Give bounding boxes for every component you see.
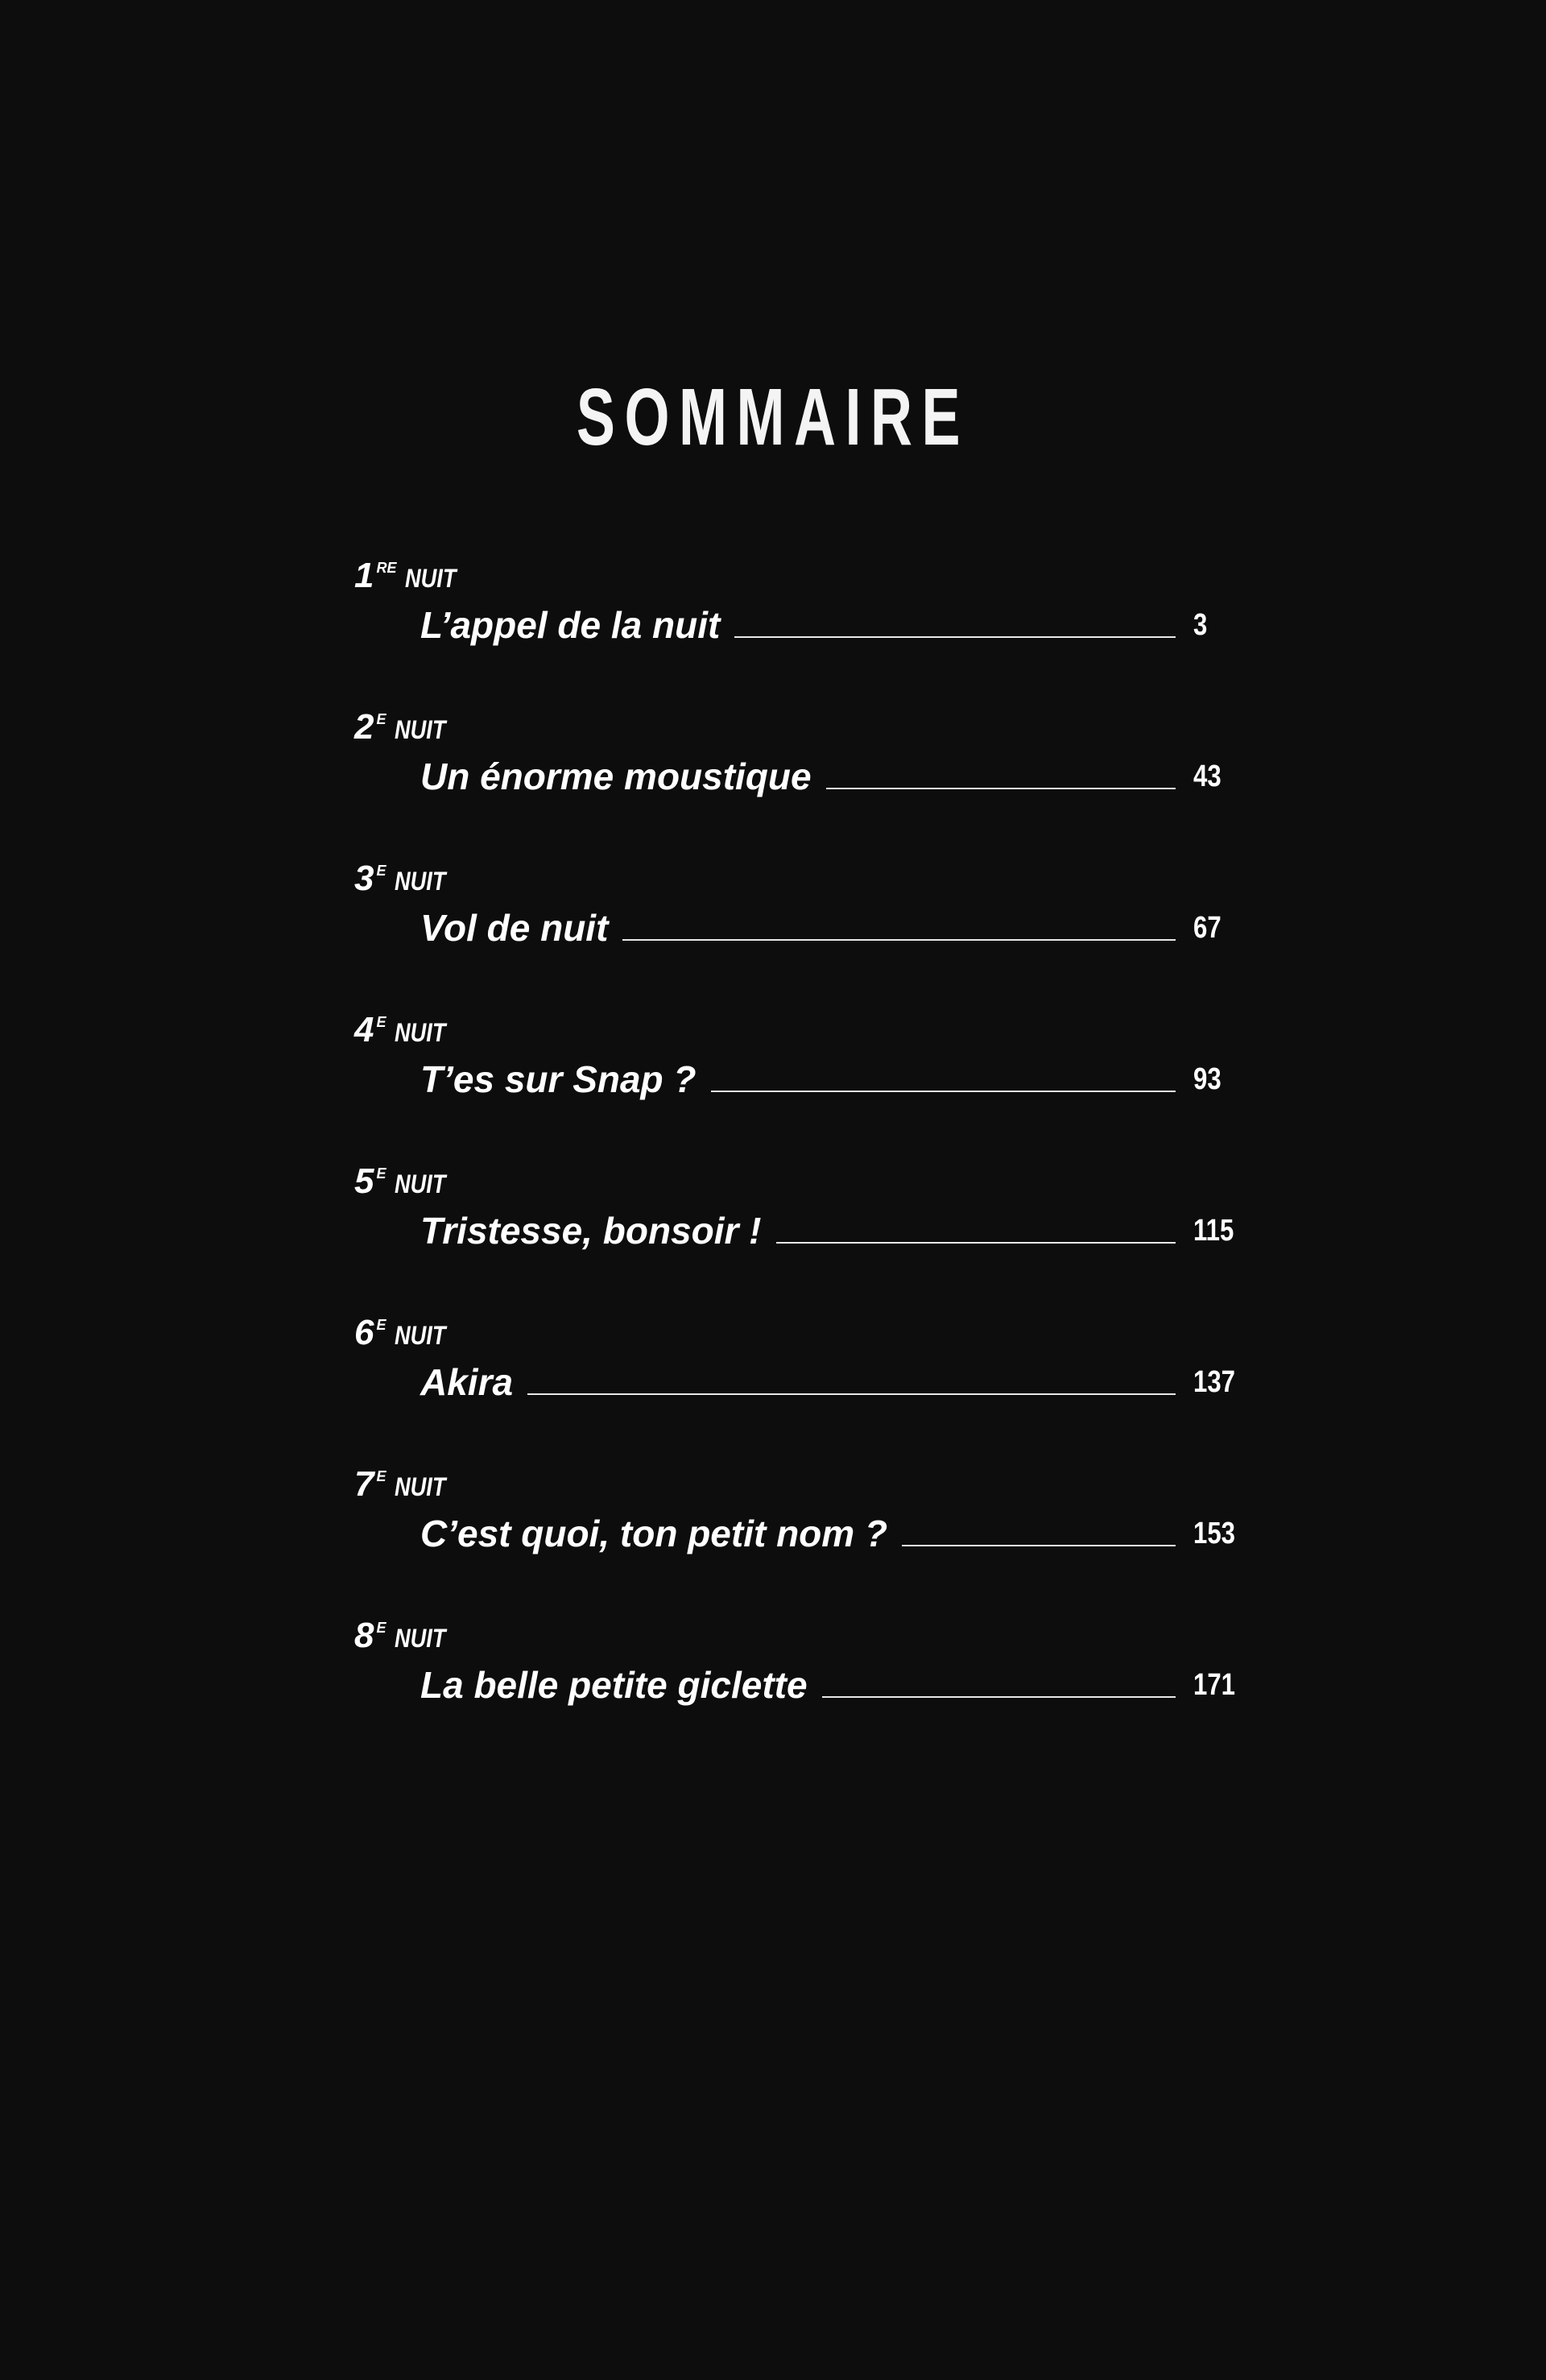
chapter-title: La belle petite giclette bbox=[420, 1664, 808, 1706]
chapter-title: Tristesse, bonsoir ! bbox=[420, 1210, 762, 1252]
night-suffix: E bbox=[376, 1165, 386, 1182]
chapter-title: Vol de nuit bbox=[420, 907, 609, 949]
page-number: 137 bbox=[1193, 1365, 1235, 1399]
chapter-row bbox=[420, 1509, 1242, 1558]
toc-entry[interactable] bbox=[0, 1616, 1546, 1767]
night-number: 3 bbox=[354, 859, 374, 898]
night-suffix: E bbox=[376, 1014, 386, 1030]
night-number: 5 bbox=[354, 1161, 374, 1201]
chapter-row bbox=[420, 1661, 1242, 1709]
page-number: 153 bbox=[1193, 1517, 1235, 1550]
night-label bbox=[354, 1313, 454, 1361]
chapter-title: C’est quoi, ton petit nom ? bbox=[420, 1513, 888, 1554]
page-number: 43 bbox=[1193, 760, 1222, 793]
night-label bbox=[354, 707, 454, 755]
toc-entry[interactable] bbox=[0, 1464, 1546, 1616]
toc-entry[interactable] bbox=[0, 859, 1546, 1010]
chapter-row bbox=[420, 904, 1242, 952]
night-word: NUIT bbox=[394, 867, 445, 896]
page-number: 93 bbox=[1193, 1062, 1222, 1096]
night-label bbox=[354, 556, 465, 604]
night-word: NUIT bbox=[394, 1018, 445, 1047]
leader-line bbox=[776, 1242, 1176, 1244]
night-word: NUIT bbox=[394, 1472, 445, 1501]
toc-entry[interactable] bbox=[0, 556, 1546, 707]
night-number: 6 bbox=[354, 1313, 374, 1352]
chapter-row bbox=[420, 1207, 1242, 1255]
chapter-title: T’es sur Snap ? bbox=[420, 1058, 697, 1100]
leader-line bbox=[822, 1696, 1176, 1698]
night-number: 7 bbox=[354, 1464, 374, 1504]
night-suffix: E bbox=[376, 1620, 386, 1636]
page-number: 67 bbox=[1193, 911, 1222, 945]
leader-line bbox=[902, 1545, 1176, 1546]
night-label bbox=[354, 1010, 454, 1058]
night-word: NUIT bbox=[394, 1169, 445, 1198]
night-suffix: E bbox=[376, 863, 386, 879]
toc-entry[interactable] bbox=[0, 1010, 1546, 1161]
night-suffix: RE bbox=[376, 560, 397, 576]
leader-line bbox=[622, 939, 1176, 941]
night-label bbox=[354, 1616, 454, 1664]
night-word: NUIT bbox=[394, 1624, 445, 1653]
night-suffix: E bbox=[376, 1317, 386, 1333]
chapter-row bbox=[420, 601, 1242, 649]
chapter-title: Akira bbox=[420, 1361, 514, 1403]
leader-line bbox=[527, 1393, 1176, 1395]
page-number: 171 bbox=[1193, 1668, 1235, 1702]
night-number: 2 bbox=[354, 707, 374, 747]
chapter-row bbox=[420, 1055, 1242, 1103]
night-word: NUIT bbox=[404, 564, 456, 593]
toc-entry[interactable] bbox=[0, 1313, 1546, 1464]
night-suffix: E bbox=[376, 711, 386, 727]
night-suffix: E bbox=[376, 1468, 386, 1484]
night-number: 1 bbox=[354, 556, 374, 595]
chapter-title: L’appel de la nuit bbox=[420, 604, 721, 646]
night-word: NUIT bbox=[394, 1321, 445, 1350]
leader-line bbox=[734, 636, 1176, 638]
night-label bbox=[354, 859, 454, 907]
night-label bbox=[354, 1464, 454, 1513]
night-number: 8 bbox=[354, 1616, 374, 1655]
page-number: 115 bbox=[1193, 1214, 1234, 1248]
night-label bbox=[354, 1161, 454, 1210]
chapter-row bbox=[420, 1358, 1242, 1406]
toc-entry[interactable] bbox=[0, 707, 1546, 859]
toc-entry[interactable] bbox=[0, 1161, 1546, 1313]
chapter-row bbox=[420, 752, 1242, 801]
page-number: 3 bbox=[1193, 608, 1208, 642]
chapter-title: Un énorme moustique bbox=[420, 755, 812, 797]
leader-line bbox=[711, 1091, 1176, 1092]
night-word: NUIT bbox=[394, 715, 445, 744]
page-title: SOMMAIRE bbox=[576, 372, 970, 462]
night-number: 4 bbox=[354, 1010, 374, 1049]
leader-line bbox=[826, 788, 1176, 789]
